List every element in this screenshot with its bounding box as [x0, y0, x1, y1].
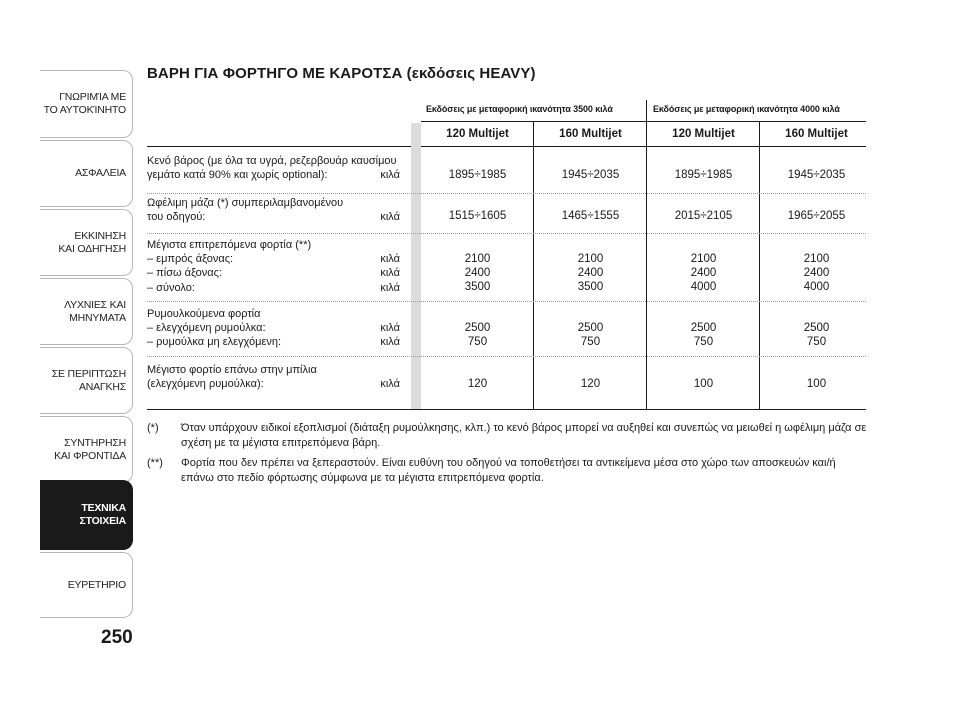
- header-top-rule: [421, 121, 866, 122]
- label-text: Μέγιστο φορτίο επάνω στην μπίλια: [147, 364, 317, 376]
- tab-label: ΤΟ ΑΥΤΟΚΊΝΗΤΟ: [43, 104, 126, 116]
- label-text: – πίσω άξονας:: [147, 267, 222, 280]
- footnote-mark: (*): [147, 422, 159, 434]
- footnote-text: Όταν υπάρχουν ειδικοί εξοπλισμοί (διάταξη ρυμούλκησης, κλπ.) το κενό βάρος μπορεί να αυξηθεί και συνεπώς να μειωθεί η ωφέλιμη μάζα σε σχέση με τα μέγιστα επιτρεπόμενα βάρη.: [181, 422, 867, 449]
- row-separator: [147, 233, 866, 235]
- tab-in-an-emergency[interactable]: [40, 347, 133, 414]
- table-cell: [760, 321, 873, 349]
- table-cell: [647, 168, 760, 182]
- tab-technical-data[interactable]: [40, 480, 133, 550]
- label-text: Ρυμουλκούμενα φορτία: [147, 308, 261, 320]
- cell-value: 3500: [464, 281, 491, 294]
- label-text: Ωφέλιμη μάζα (*) συμπεριλαμβανομένου: [147, 197, 344, 209]
- table-bottom-rule: [147, 409, 866, 410]
- row-label-empty-weight: [147, 154, 400, 182]
- table-cell: [760, 377, 873, 391]
- tab-warning-lights-and-messages[interactable]: [40, 278, 133, 345]
- row-label-payload: [147, 196, 400, 224]
- unit-label: κιλά: [380, 322, 400, 335]
- cell-value: 100: [693, 378, 714, 390]
- table-cell: [760, 168, 873, 182]
- tab-label: ΑΣΦΑΛΕΙΑ: [75, 167, 126, 179]
- tab-servicing-and-care[interactable]: [40, 416, 133, 483]
- cell-value: 2400: [464, 267, 491, 280]
- table-cell: [647, 321, 760, 349]
- cell-value: 3500: [577, 281, 604, 294]
- tab-safety[interactable]: [40, 140, 133, 207]
- cell-value: 1945÷2035: [787, 169, 846, 181]
- page-number: 250: [101, 627, 133, 648]
- cell-value: 100: [806, 378, 827, 390]
- tab-label: ΚΑΙ ΦΡΟΝΤΙΔΑ: [54, 449, 126, 462]
- page-title: ΒΑΡΗ ΓΙΑ ΦΟΡΤΗΓΟ ΜΕ ΚΑΡΟΤΣΑ (εκδόσεις HEAVY): [147, 65, 536, 82]
- unit-label: κιλά: [380, 378, 400, 391]
- cell-value: 2500: [464, 322, 491, 334]
- table-cell: [421, 377, 534, 391]
- tab-starting-and-driving[interactable]: [40, 209, 133, 276]
- version-group-3500: Εκδόσεις με μεταφορική ικανότητα 3500 κιλά: [426, 104, 613, 114]
- cell-value: 2500: [690, 322, 717, 334]
- table-cell: [760, 209, 873, 223]
- cell-value: 750: [467, 336, 488, 349]
- row-label-max-tow-ball-load: [147, 363, 400, 391]
- row-separator: [147, 301, 866, 303]
- cell-value: 750: [580, 336, 601, 349]
- tab-label: ΤΕΧΝΙΚΑ: [81, 502, 126, 514]
- column-shade: [411, 123, 421, 409]
- tab-label: ΑΝΑΓΚΗΣ: [78, 380, 126, 393]
- unit-label: κιλά: [380, 169, 400, 182]
- label-text: (ελεγχόμενη ρυμούλκα):: [147, 378, 264, 391]
- table-cell: [534, 377, 647, 391]
- cell-value: 120: [467, 378, 488, 390]
- tab-label: ΛΥΧΝΙΕΣ ΚΑΙ: [64, 298, 126, 311]
- cell-value: 750: [806, 336, 827, 349]
- tab-label: ΣΕ ΠΕΡΙΠΤΩΣΗ: [51, 367, 126, 380]
- table-cell: [534, 252, 647, 295]
- label-text: – ρυμούλκα μη ελεγχόμενη:: [147, 336, 282, 349]
- cell-value: 120: [580, 378, 601, 390]
- label-text: του οδηγού:: [147, 211, 206, 224]
- cell-value: 1945÷2035: [561, 169, 620, 181]
- tab-label: ΚΑΙ ΟΔΗΓΗΣΗ: [58, 242, 126, 255]
- table-cell: [534, 209, 647, 223]
- label-text: – σύνολο:: [147, 281, 195, 294]
- cell-value: 1515÷1605: [448, 210, 507, 222]
- column-header: 120 Multijet: [672, 128, 735, 140]
- cell-value: 2500: [803, 322, 830, 334]
- version-group-4000: Εκδόσεις με μεταφορική ικανότητα 4000 κιλά: [653, 104, 840, 114]
- row-label-max-loads: [147, 238, 400, 295]
- footnote-mark: (**): [147, 457, 163, 469]
- cell-value: 4000: [803, 281, 830, 294]
- tab-label: ΕΚΚΙΝΗΣΗ: [74, 229, 126, 242]
- column-header: 160 Multijet: [785, 128, 848, 140]
- cell-value: 2100: [464, 253, 491, 265]
- cell-value: 2500: [577, 322, 604, 334]
- unit-label: κιλά: [380, 211, 400, 224]
- label-text: – εμπρός άξονας:: [147, 253, 234, 266]
- column-header: 160 Multijet: [559, 128, 622, 140]
- cell-value: 2400: [690, 267, 717, 280]
- table-cell: [421, 321, 534, 349]
- tab-label: ΣΤΟΙΧΕΙΑ: [79, 515, 126, 527]
- table-cell: [534, 321, 647, 349]
- table-cell: [760, 252, 873, 295]
- cell-value: 1895÷1985: [448, 169, 507, 181]
- cell-value: 2100: [803, 253, 830, 265]
- table-cell: [647, 252, 760, 295]
- table-cell: [421, 252, 534, 295]
- label-text: γεμάτο κατά 90% και χωρίς optional):: [147, 169, 328, 182]
- unit-label: κιλά: [380, 253, 400, 266]
- tab-label: ΓΝΩΡΙΜΊΑ ΜΕ: [59, 91, 126, 103]
- cell-value: 1965÷2055: [787, 210, 846, 222]
- label-text: – ελεγχόμενη ρυμούλκα:: [147, 322, 266, 335]
- footnote-text: Φορτία που δεν πρέπει να ξεπεραστούν. Είναι ευθύνη του οδηγού να τοποθετήσει τα αντικείμενα μέσα στο χώρο των αποσκευών και/ή επάνω στο πεδίο φόρτωσης σύμφωνα με τα μέγιστα επιτρεπόμενα φορτία.: [181, 457, 836, 484]
- cell-value: 4000: [690, 281, 717, 294]
- cell-value: 2100: [577, 253, 604, 265]
- row-label-towed-loads: [147, 307, 400, 350]
- cell-value: 2400: [577, 267, 604, 280]
- table-cell: [534, 168, 647, 182]
- tab-label: ΜΗΝΥΜΑΤΑ: [69, 311, 126, 324]
- table-cell: [421, 168, 534, 182]
- column-header: 120 Multijet: [446, 128, 509, 140]
- label-text: Κενό βάρος (με όλα τα υγρά, ρεζερβουάρ καυσίμου: [147, 155, 397, 167]
- tab-index[interactable]: [40, 552, 133, 618]
- table-cell: [647, 377, 760, 391]
- label-text: Μέγιστα επιτρεπόμενα φορτία (**): [147, 239, 312, 251]
- unit-label: κιλά: [380, 267, 400, 280]
- unit-label: κιλά: [380, 281, 400, 294]
- row-separator: [147, 193, 866, 195]
- row-separator: [147, 356, 866, 358]
- cell-value: 2400: [803, 267, 830, 280]
- cell-value: 2015÷2105: [674, 210, 733, 222]
- cell-value: 750: [693, 336, 714, 349]
- cell-value: 1465÷1555: [561, 210, 620, 222]
- cell-value: 2100: [690, 253, 717, 265]
- tab-getting-to-know-car[interactable]: [40, 70, 133, 138]
- tab-label: ΣΥΝΤΗΡΗΣΗ: [64, 436, 126, 449]
- table-cell: [647, 209, 760, 223]
- unit-label: κιλά: [380, 336, 400, 349]
- tab-label: ΕΥΡΕΤΗΡΙΟ: [67, 578, 126, 591]
- table-cell: [421, 209, 534, 223]
- cell-value: 1895÷1985: [674, 169, 733, 181]
